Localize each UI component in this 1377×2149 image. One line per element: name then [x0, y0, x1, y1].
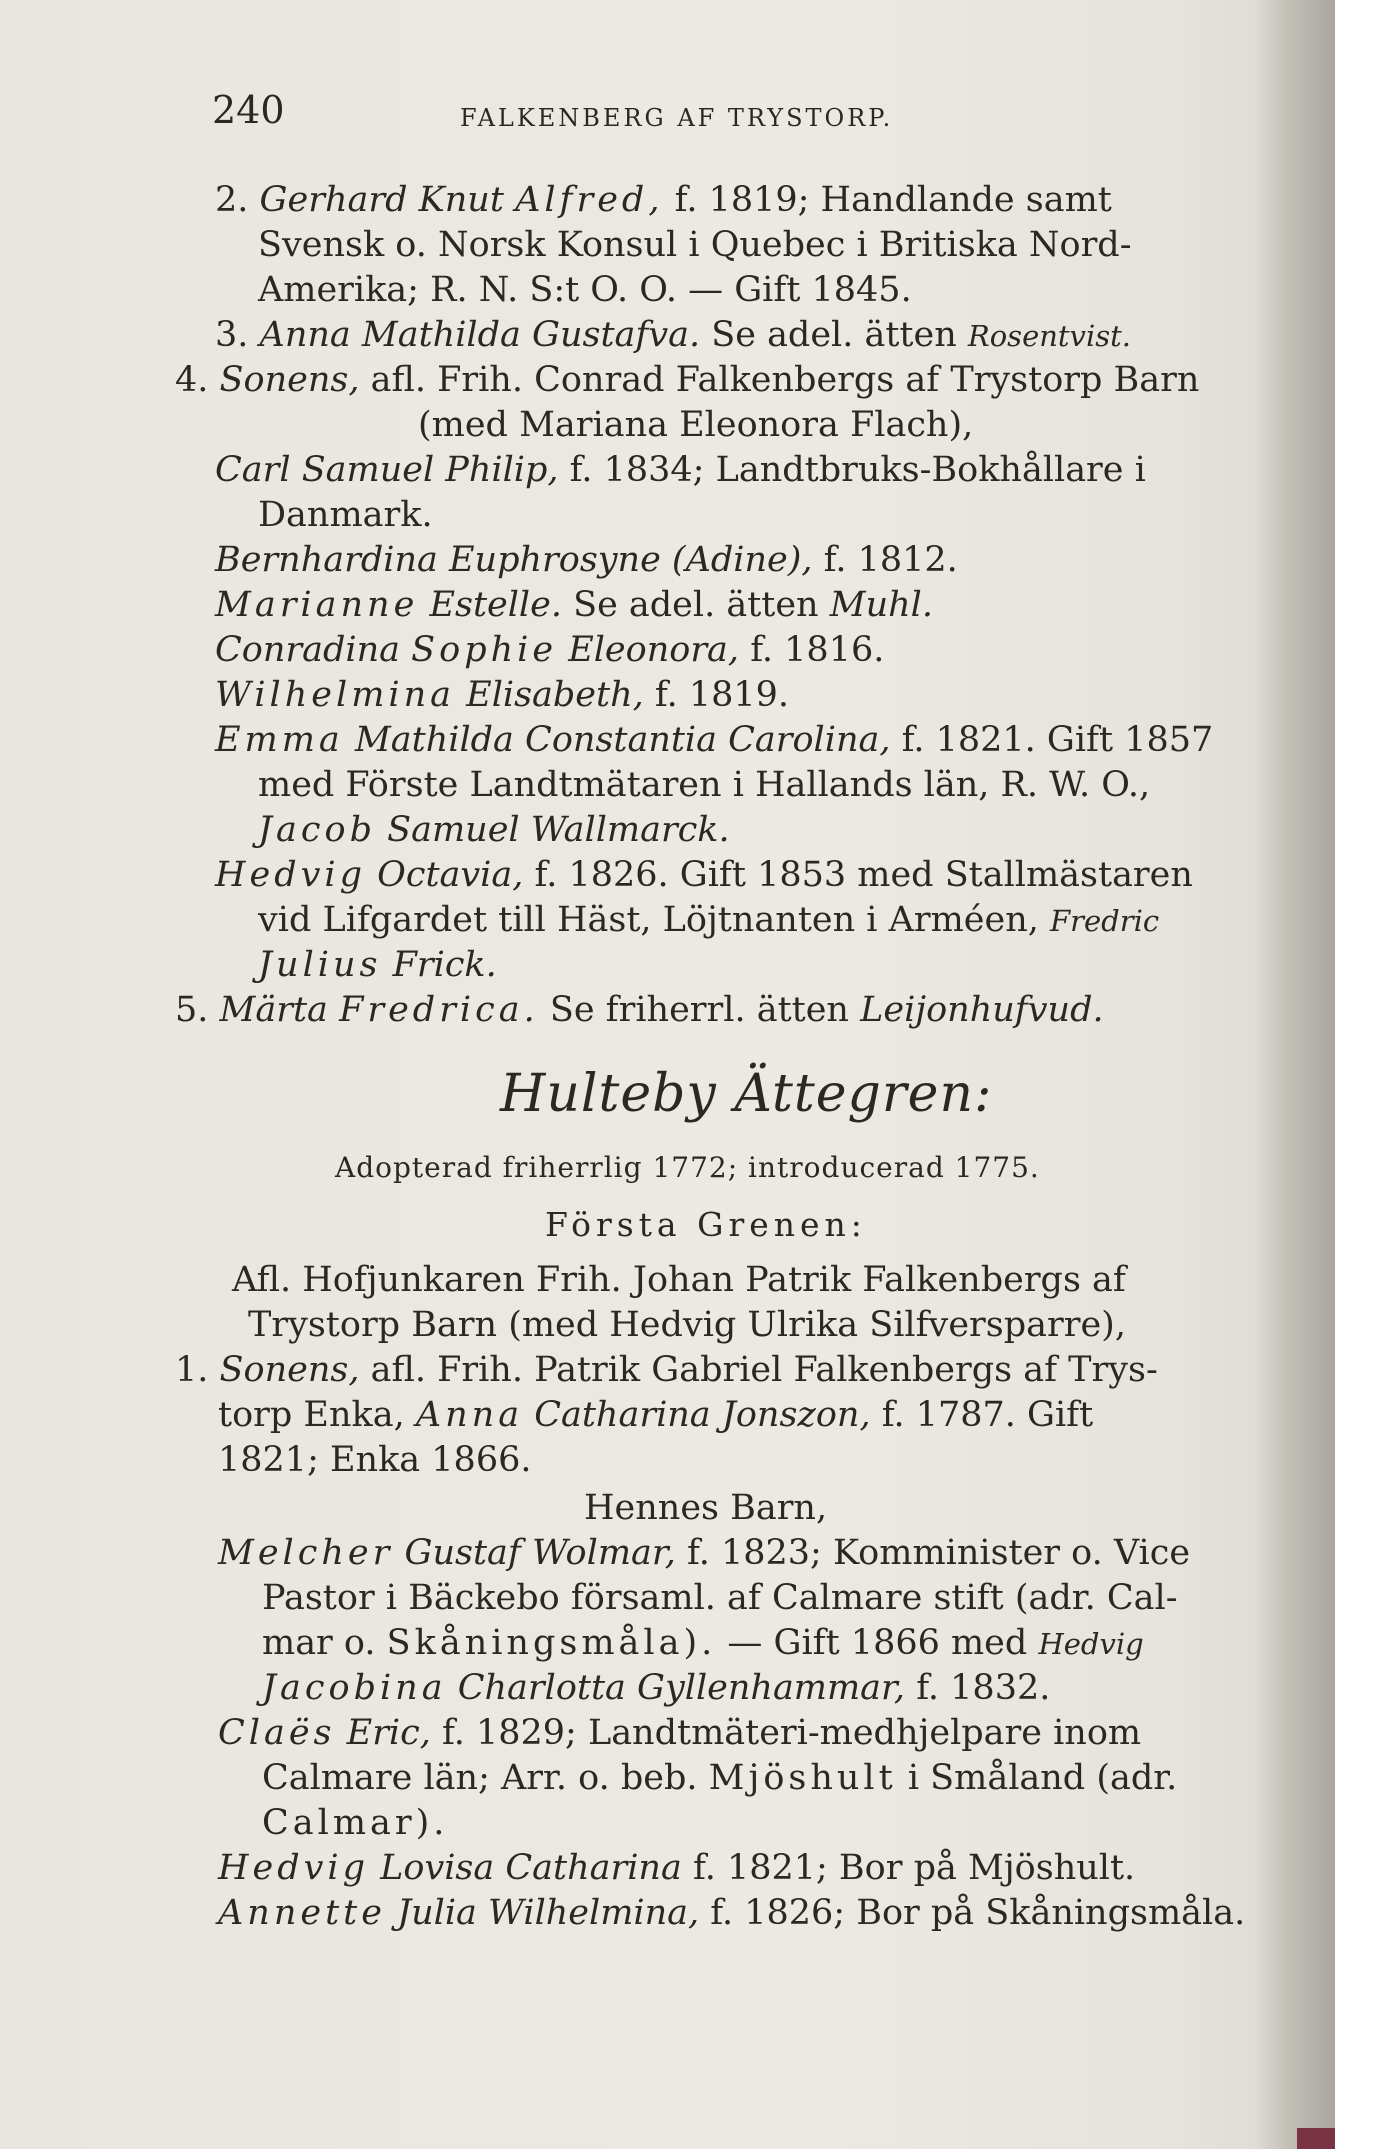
entry-line: 5. Märta Fredrica. Se friherrl. ätten Leijonhufvud. [175, 990, 1104, 1030]
entry-line: Jacobina Charlotta Gyllenhammar, f. 1832. [262, 1668, 1051, 1708]
entry-line: Hedvig Octavia, f. 1826. Gift 1853 med Stallmästaren [215, 855, 1193, 895]
entry-line: Marianne Estelle. Se adel. ätten Muhl. [215, 585, 933, 625]
entry-line: Pastor i Bäckebo församl. af Calmare stift (adr. Cal- [262, 1578, 1178, 1618]
entry-line: Conradina Sophie Eleonora, f. 1816. [215, 630, 885, 670]
section-subtitle: Adopterad friherrlig 1772; introducerad 1775. [335, 1151, 1040, 1184]
running-title: FALKENBERG AF TRYSTORP. [460, 104, 894, 132]
entry-line: Wilhelmina Elisabeth, f. 1819. [215, 675, 790, 715]
entry-line: Julius Frick. [258, 945, 497, 985]
entry-line: Calmar). [262, 1803, 449, 1843]
page-gutter-shadow [1255, 0, 1335, 2149]
entry-line: vid Lifgardet till Häst, Löjtnanten i Arméen, Fredric [258, 900, 1160, 940]
entry-line: Amerika; R. N. S:t O. O. — Gift 1845. [258, 270, 912, 310]
entry-line: Emma Mathilda Constantia Carolina, f. 1821. Gift 1857 [215, 720, 1214, 760]
entry-line: 1. Sonens, afl. Frih. Patrik Gabriel Falkenbergs af Trys- [175, 1350, 1158, 1390]
entry-line: Jacob Samuel Wallmarck. [258, 810, 730, 850]
entry-line: Trystorp Barn (med Hedvig Ulrika Silfversparre), [248, 1305, 1126, 1345]
entry-line: 2. Gerhard Knut Alfred, f. 1819; Handlande samt [215, 180, 1112, 220]
book-edge-strip [1297, 2128, 1335, 2149]
sub-heading: Hennes Barn, [584, 1488, 828, 1528]
entry-line: Afl. Hofjunkaren Frih. Johan Patrik Falkenbergs af [232, 1260, 1126, 1300]
branch-heading: Första Grenen: [545, 1205, 867, 1244]
entry-line: med Förste Landtmätaren i Hallands län, R. W. O., [258, 765, 1151, 805]
entry-line: 4. Sonens, afl. Frih. Conrad Falkenbergs af Trystorp Barn [175, 360, 1200, 400]
page-number: 240 [212, 88, 285, 132]
entry-line: 1821; Enka 1866. [218, 1440, 532, 1480]
entry-line: torp Enka, Anna Catharina Jonszon, f. 1787. Gift [218, 1395, 1094, 1435]
entry-line: Danmark. [258, 495, 433, 535]
entry-line: Calmare län; Arr. o. beb. Mjöshult i Småland (adr. [262, 1758, 1178, 1798]
entry-line: Carl Samuel Philip, f. 1834; Landtbruks-Bokhållare i [215, 450, 1146, 490]
section-title: Hulteby Ättegren: [500, 1064, 993, 1124]
entry-line: Svensk o. Norsk Konsul i Quebec i Britiska Nord- [258, 225, 1132, 265]
entry-line: 3. Anna Mathilda Gustafva. Se adel. ätten Rosentvist. [215, 315, 1131, 355]
entry-line: Bernhardina Euphrosyne (Adine), f. 1812. [215, 540, 958, 580]
entry-line: Melcher Gustaf Wolmar, f. 1823; Komminister o. Vice [218, 1533, 1191, 1573]
entry-line: (med Mariana Eleonora Flach), [418, 405, 974, 445]
entry-line: mar o. Skåningsmåla). — Gift 1866 med Hedvig [262, 1623, 1144, 1663]
scan-margin [1335, 0, 1377, 2149]
entry-line: Claës Eric, f. 1829; Landtmäteri-medhjelpare inom [218, 1713, 1142, 1753]
entry-line: Annette Julia Wilhelmina, f. 1826; Bor på Skåningsmåla. [218, 1893, 1246, 1933]
entry-line: Hedvig Lovisa Catharina f. 1821; Bor på Mjöshult. [218, 1848, 1136, 1888]
